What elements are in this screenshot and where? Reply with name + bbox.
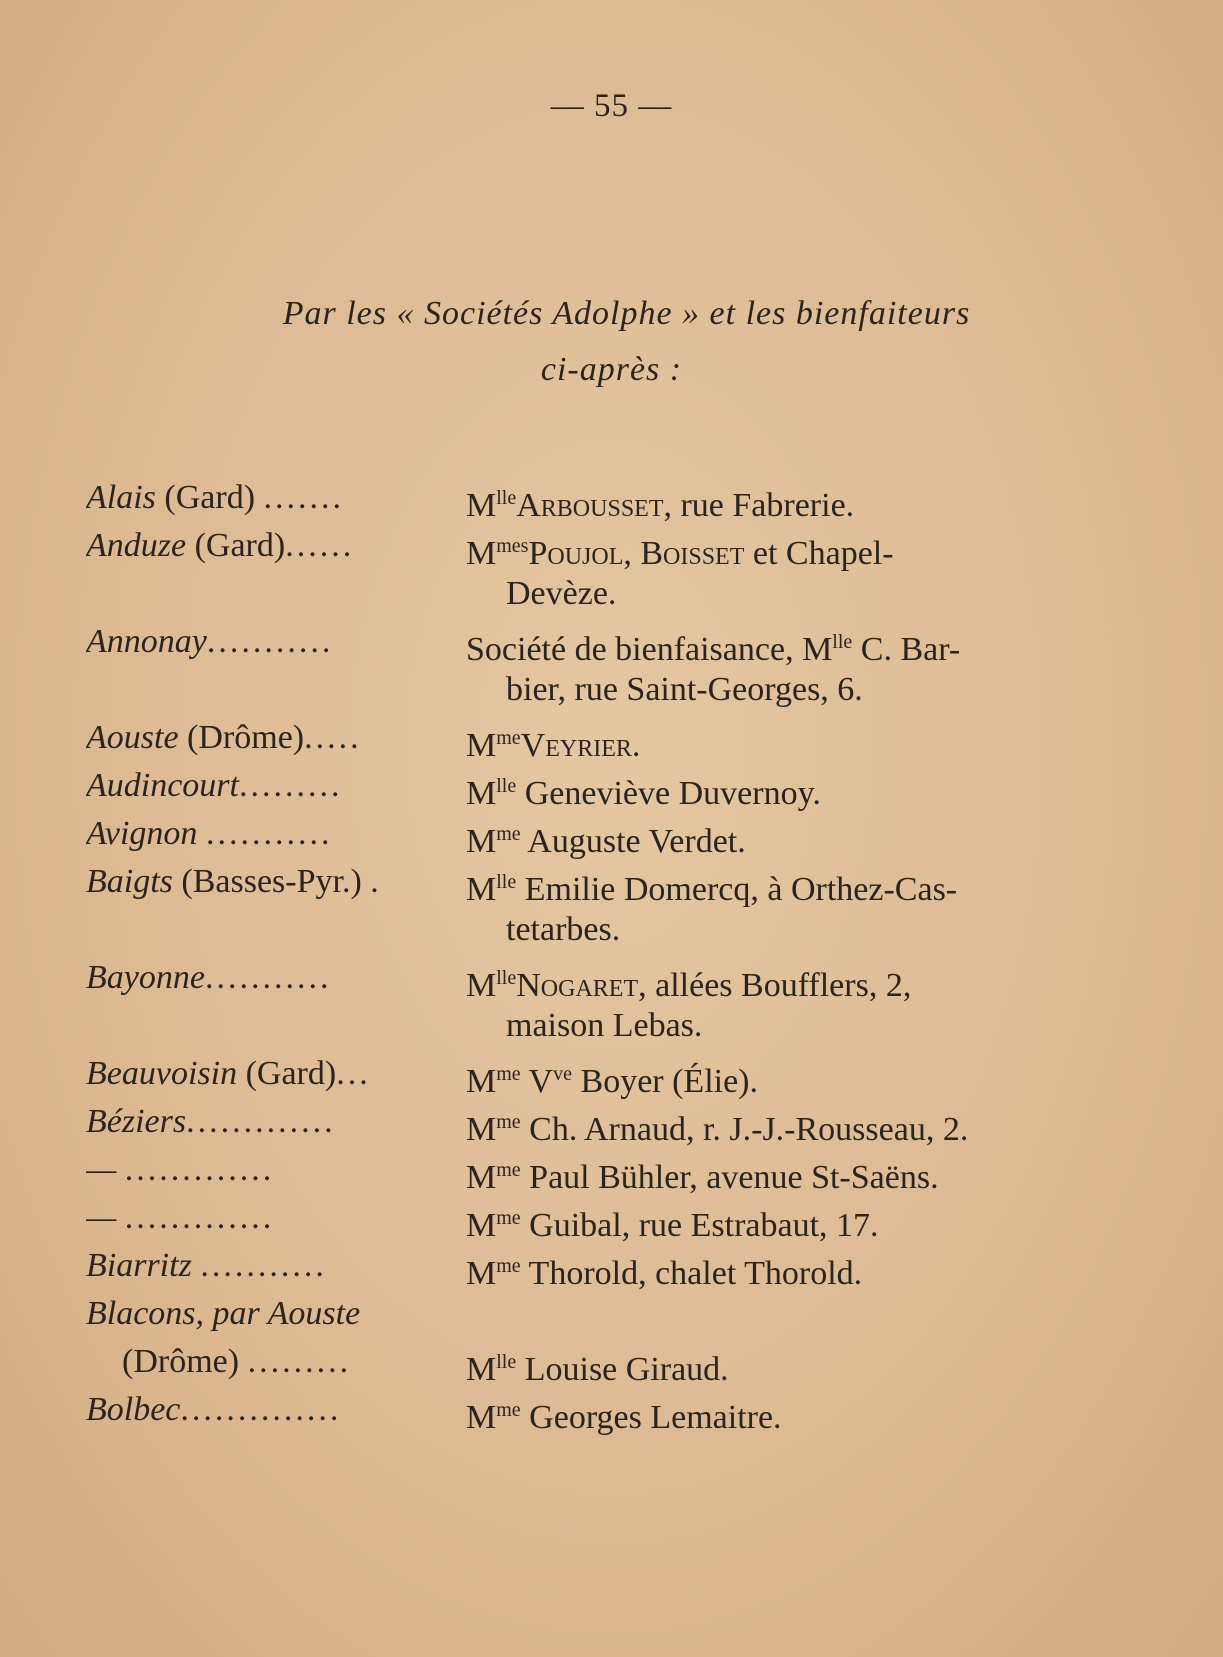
leader-dots: ........... — [200, 1247, 327, 1284]
donor-details: Geneviève Duvernoy. — [516, 775, 821, 812]
place-name — [86, 714, 454, 762]
donor-details: Louise Giraud. — [516, 1351, 729, 1388]
donor-title: M — [466, 1399, 497, 1436]
list-item — [0, 1242, 1223, 1290]
city-name: Aouste — [86, 719, 179, 756]
donor-description-continued: Devèze. — [506, 575, 617, 612]
title-superscript: lle — [496, 487, 517, 509]
city-name: Biarritz — [86, 1247, 192, 1284]
title-superscript: ve — [553, 1063, 573, 1085]
donor-title: M — [466, 1159, 497, 1196]
leader-dots: ......... — [238, 767, 343, 804]
place-name — [86, 858, 454, 906]
leader-dots: ......... — [247, 1343, 352, 1380]
city-name: Bolbec — [86, 1391, 181, 1428]
donor-details: . — [631, 727, 641, 764]
title-superscript: lle — [496, 1351, 517, 1373]
section-heading — [0, 286, 1223, 398]
title-superscript: me — [496, 1255, 521, 1277]
place-name — [86, 762, 454, 810]
donor-title: M — [466, 1111, 497, 1148]
leader-dots: ........... — [205, 815, 333, 852]
place-name — [86, 618, 454, 666]
heading-line-2: ci-après : — [540, 351, 683, 388]
department: (Drôme) — [178, 719, 305, 756]
donor-details: Ch. Arnaud, r. J.-J.-Rousseau, 2. — [520, 1111, 969, 1148]
city-name: Baigts — [86, 863, 173, 900]
place-name — [86, 954, 454, 1002]
title-superscript: me — [496, 727, 521, 749]
leader-dots: ............. — [186, 1103, 336, 1140]
donor-list — [0, 474, 1223, 1434]
department: (Gard) — [155, 479, 264, 516]
title-superscript: me — [496, 1207, 521, 1229]
place-name — [86, 1098, 454, 1146]
donor-description — [466, 1386, 1126, 1442]
donor-title: M — [466, 871, 497, 908]
donor-title: M — [466, 823, 497, 860]
city-name: Annonay — [86, 623, 207, 660]
donor-description-continued: bier, rue Saint-Georges, 6. — [506, 671, 863, 708]
list-item — [0, 474, 1223, 522]
place-name — [86, 1050, 454, 1098]
title-superscript: lle — [832, 631, 853, 653]
list-item — [0, 1194, 1223, 1242]
donor-surname: Nogaret — [516, 967, 639, 1004]
title-superscript: lle — [496, 775, 517, 797]
donor-title: M — [466, 727, 497, 764]
place-name — [86, 1194, 454, 1242]
title-superscript: me — [496, 1111, 521, 1133]
department — [116, 1199, 125, 1236]
department — [116, 1151, 125, 1188]
donor-title: M — [466, 1255, 497, 1292]
donor-details: Emilie Domercq, à Orthez-Cas- — [516, 871, 958, 908]
donor-details: Guibal, rue Estrabaut, 17. — [520, 1207, 879, 1244]
department: (Basses-Pyr.) — [172, 863, 371, 900]
place-name — [122, 1338, 454, 1386]
title-superscript: me — [496, 1063, 521, 1085]
title-superscript: mes — [496, 535, 529, 557]
donor-details: , rue Fabrerie. — [663, 487, 855, 524]
donor-details: Boyer (Élie). — [572, 1063, 759, 1100]
place-name — [86, 474, 454, 522]
leader-dots: ........... — [204, 959, 332, 996]
list-item — [0, 1386, 1223, 1434]
leader-dots: ..... — [304, 719, 362, 756]
list-item — [0, 618, 1223, 666]
donor-details: C. Bar- — [852, 631, 961, 668]
donor-title: M — [466, 1063, 497, 1100]
donor-title: Société de bienfaisance, M — [466, 631, 833, 668]
leader-dots: . — [370, 863, 382, 900]
city-name: Blacons, par Aouste — [86, 1295, 361, 1332]
heading-line-1: Par les « Sociétés Adolphe » et les bienfaiteurs — [282, 295, 971, 332]
place-name — [86, 1386, 454, 1434]
list-item-continuation — [0, 906, 1223, 954]
list-item — [0, 1050, 1223, 1098]
list-item — [0, 810, 1223, 858]
donor-title: M — [466, 775, 497, 812]
list-item — [0, 1098, 1223, 1146]
donor-details: V — [520, 1063, 554, 1100]
list-item — [0, 1338, 1223, 1386]
city-name: Alais — [86, 479, 156, 516]
list-item-continuation — [0, 1002, 1223, 1050]
donor-title: M — [466, 1351, 497, 1388]
place-name — [86, 810, 454, 858]
leader-dots: ... — [336, 1055, 371, 1092]
donor-surname: Poujol, Boisset — [528, 535, 745, 572]
donor-title: M — [466, 967, 497, 1004]
department — [197, 815, 206, 852]
place-name — [86, 1146, 454, 1194]
list-item-continuation — [0, 666, 1223, 714]
leader-dots: ...... — [285, 527, 355, 564]
title-superscript: me — [496, 1159, 521, 1181]
city-name: Bayonne — [86, 959, 205, 996]
city-name: Béziers — [86, 1103, 187, 1140]
list-item — [0, 762, 1223, 810]
city-name: Avignon — [86, 815, 198, 852]
list-item — [0, 522, 1223, 570]
department: (Gard) — [186, 527, 286, 564]
leader-dots: ............. — [124, 1199, 275, 1236]
donor-title: M — [466, 487, 497, 524]
department: (Gard) — [237, 1055, 337, 1092]
leader-dots: ........... — [206, 623, 334, 660]
page-number: — 55 — — [550, 88, 673, 124]
donor-title: M — [466, 1207, 497, 1244]
donor-surname: Arbousset — [516, 487, 664, 524]
city-name: Anduze — [86, 527, 187, 564]
donor-details: Thorold, chalet Thorold. — [520, 1255, 863, 1292]
donor-details: Georges Lemaitre. — [520, 1399, 782, 1436]
place-name — [86, 1242, 454, 1290]
title-superscript: lle — [496, 967, 517, 989]
title-superscript: me — [496, 823, 521, 845]
list-item — [0, 954, 1223, 1002]
city-name: — — [86, 1151, 117, 1188]
donor-details: , allées Boufflers, 2, — [638, 967, 912, 1004]
department: (Drôme) — [122, 1343, 248, 1380]
list-item — [0, 1290, 1223, 1338]
leader-dots: .............. — [180, 1391, 342, 1428]
donor-details: Auguste Verdet. — [520, 823, 746, 860]
city-name: — — [86, 1199, 117, 1236]
list-item — [0, 1146, 1223, 1194]
list-item-continuation — [0, 570, 1223, 618]
donor-details: et Chapel- — [744, 535, 894, 572]
title-superscript: me — [496, 1399, 521, 1421]
leader-dots: ............. — [124, 1151, 275, 1188]
donor-title: M — [466, 535, 497, 572]
leader-dots: ....... — [263, 479, 345, 516]
place-name — [86, 1290, 454, 1338]
donor-description-continued: tetarbes. — [506, 911, 621, 948]
place-name — [86, 522, 454, 570]
donor-surname: Veyrier — [520, 727, 632, 764]
title-superscript: lle — [496, 871, 517, 893]
city-name: Beauvoisin — [86, 1055, 238, 1092]
donor-description-continued: maison Lebas. — [506, 1007, 703, 1044]
list-item — [0, 714, 1223, 762]
donor-details: Paul Bühler, avenue St-Saëns. — [520, 1159, 939, 1196]
city-name: Audincourt — [86, 767, 239, 804]
list-item — [0, 858, 1223, 906]
